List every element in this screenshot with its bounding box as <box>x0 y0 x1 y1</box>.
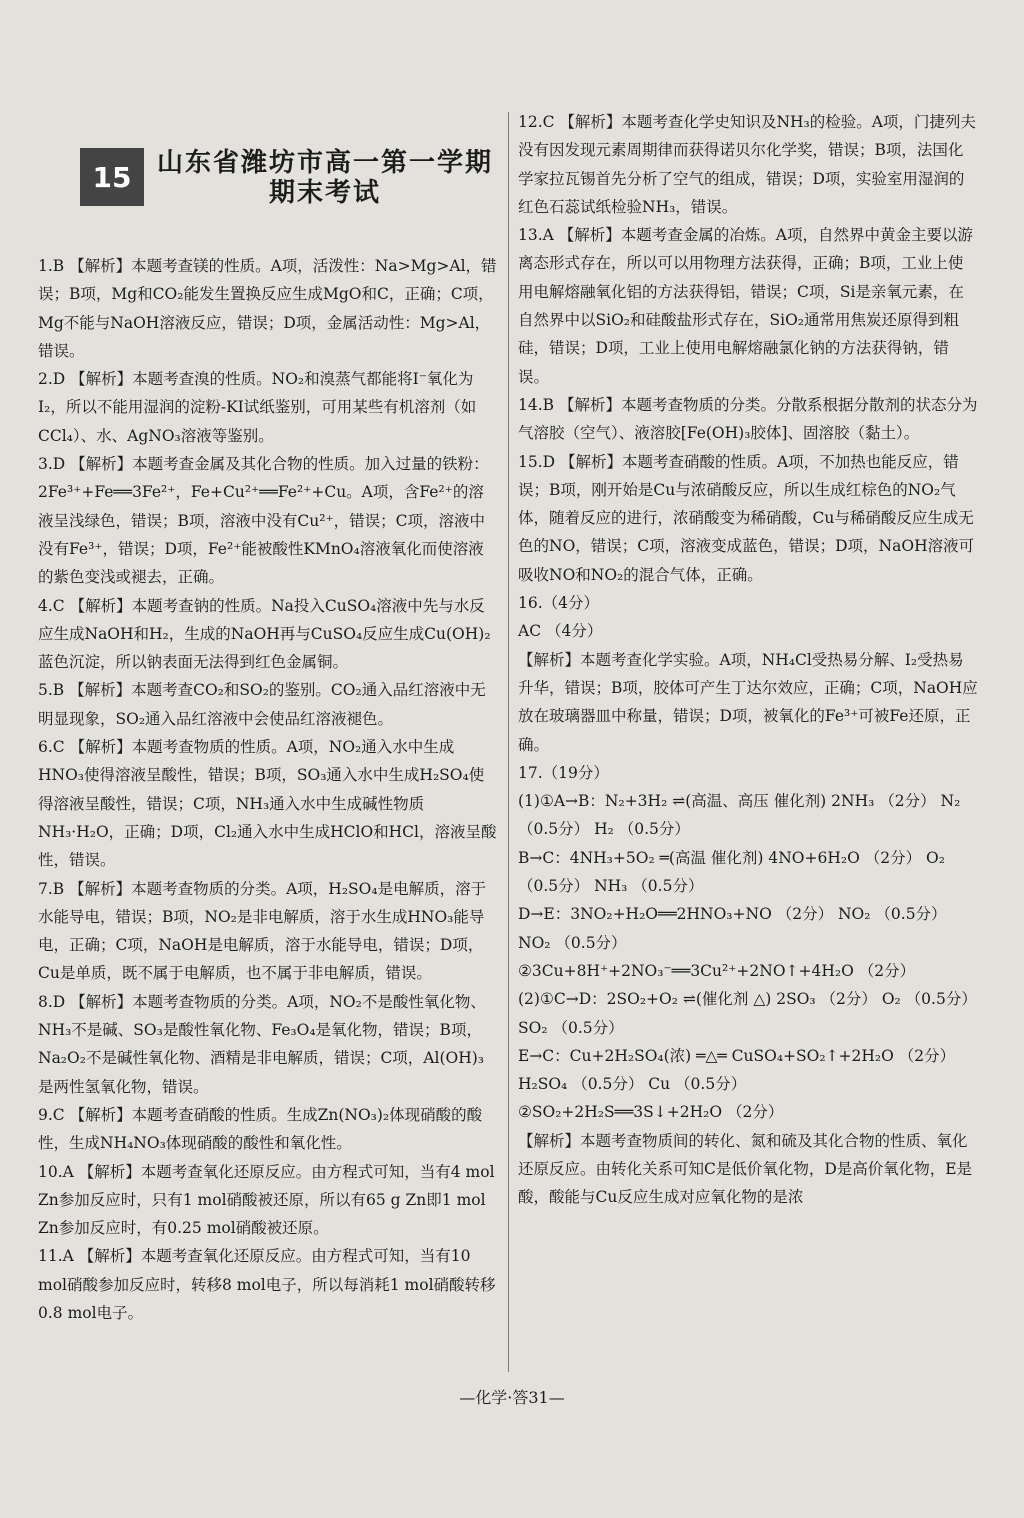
section-header <box>80 148 500 208</box>
title-line-2: 期末考试 <box>268 178 381 208</box>
equation-line: D→E：3NO₂+H₂O══2HNO₃+NO （2分） NO₂ （0.5分） NO₂ （0.5分） <box>518 905 947 952</box>
answer-item: AC （4分） <box>518 622 603 641</box>
answer-item: 1.B 【解析】本题考查镁的性质。A项，活泼性：Na>Mg>Al，错误；B项，Mg和CO₂能发生置换反应生成MgO和C，正确；C项，Mg不能与NaOH溶液反应，错误；D项，金属活动性：Mg>Al，错误。 <box>38 257 497 360</box>
answer-item: 4.C 【解析】本题考查钠的性质。Na投入CuSO₄溶液中先与水反应生成NaOH和H₂，生成的NaOH再与CuSO₄反应生成Cu(OH)₂蓝色沉淀，所以钠表面无法得到红色金属铜。 <box>38 596 491 672</box>
answer-item: 16.（4分） <box>518 594 600 613</box>
answer-item: 8.D 【解析】本题考查物质的分类。A项，NO₂不是酸性氧化物、NH₃不是碱、SO₃是酸性氧化物、Fe₃O₄是氧化物，错误；B项，Na₂O₂不是碱性氧化物、酒精是非电解质，错误；C项，Al(OH)₃是两性氢氧化物，错误。 <box>38 992 486 1096</box>
answer-item: 3.D 【解析】本题考查金属及其化合物的性质。加入过量的铁粉：2Fe³⁺+Fe══3Fe²⁺，Fe+Cu²⁺══Fe²⁺+Cu。A项，含Fe²⁺的溶液呈浅绿色，错误；B项，溶液中没有Cu²⁺，错误；C项，溶液中没有Fe³⁺，错误；D项，Fe²⁺能被酸性KMnO₄溶液氧化而使溶液的紫色变浅或褪去，正确。 <box>38 455 489 587</box>
answer-item: 13.A 【解析】本题考查金属的冶炼。A项，自然界中黄金主要以游离态形式存在，所以可以用物理方法获得，正确；B项，工业上使用电解熔融氧化铝的方法获得铝，错误；C项，Si是亲氧元素，在自然界中以SiO₂和硅酸盐形式存在，SiO₂通常用焦炭还原得到粗硅，错误；D项，工业上使用电解熔融氯化钠的方法获得钠，错误。 <box>518 226 973 386</box>
left-column <box>38 252 498 1327</box>
equation-line: ②3Cu+8H⁺+2NO₃⁻══3Cu²⁺+2NO↑+4H₂O （2分） <box>518 961 916 980</box>
page-footer: —化学·答31— <box>459 1388 565 1407</box>
answer-item: 12.C 【解析】本题考查化学史知识及NH₃的检验。A项，门捷列夫没有因发现元素周期律而获得诺贝尔化学奖，错误；B项，法国化学家拉瓦锡首先分析了空气的组成，错误；D项，实验室用湿润的红色石蕊试纸检验NH₃，错误。 <box>518 113 976 216</box>
equation-line: E→C：Cu+2H₂SO₄(浓) ═△═ CuSO₄+SO₂↑+2H₂O （2分） H₂SO₄ （0.5分） Cu （0.5分） <box>518 1046 956 1094</box>
answer-item: 14.B 【解析】本题考查物质的分类。分散系根据分散剂的状态分为气溶胶（空气）、液溶胶[Fe(OH)₃胶体]、固溶胶（黏土）。 <box>518 395 978 443</box>
answer-item: 15.D 【解析】本题考查硝酸的性质。A项，不加热也能反应，错误；B项，刚开始是Cu与浓硝酸反应，所以生成红棕色的NO₂气体，随着反应的进行，浓硝酸变为稀硝酸，Cu与稀硝酸反应生成无色的NO，错误；C项，溶液变成蓝色，错误；D项，NaOH溶液可吸收NO和NO₂的混合气体，正确。 <box>518 452 975 584</box>
answer-item: 【解析】本题考查物质间的转化、氮和硫及其化合物的性质、氧化还原反应。由转化关系可知C是低价氧化物，D是高价氧化物，E是酸，酸能与Cu反应生成对应氧化物的是浓 <box>518 1131 973 1207</box>
answer-item: 17.（19分） <box>518 763 609 782</box>
column-divider <box>508 112 509 1372</box>
answer-item: 6.C 【解析】本题考查物质的性质。A项，NO₂通入水中生成HNO₃使得溶液呈酸性，错误；B项，SO₃通入水中生成H₂SO₄使得溶液呈酸性，错误；C项，NH₃通入水中生成碱性物质NH₃·H₂O，正确；D项，Cl₂通入水中生成HClO和HCl，溶液呈酸性，错误。 <box>38 738 497 870</box>
answer-item: 9.C 【解析】本题考查硝酸的性质。生成Zn(NO₃)₂体现硝酸的酸性，生成NH₄NO₃体现硝酸的酸性和氧化性。 <box>38 1105 483 1153</box>
equation-line: B→C：4NH₃+5O₂ ═(高温 催化剂) 4NO+6H₂O （2分） O₂ （0.5分） NH₃ （0.5分） <box>518 848 945 896</box>
answer-item: 2.D 【解析】本题考查溴的性质。NO₂和溴蒸气都能将I⁻氧化为I₂，所以不能用湿润的淀粉-KI试纸鉴别，可用某些有机溶剂（如CCl₄）、水、AgNO₃溶液等鉴别。 <box>38 370 477 445</box>
answer-item: 5.B 【解析】本题考查CO₂和SO₂的鉴别。CO₂通入品红溶液中无明显现象，SO₂通入品红溶液中会使品红溶液褪色。 <box>38 681 486 728</box>
equation-line: ②SO₂+2H₂S══3S↓+2H₂O （2分） <box>518 1103 784 1122</box>
section-number-badge: 15 <box>80 148 144 206</box>
equation-line: (1)①A→B：N₂+3H₂ ⇌(高温、高压 催化剂) 2NH₃ （2分） N₂ （0.5分） H₂ （0.5分） <box>518 792 961 839</box>
answer-item: 11.A 【解析】本题考查氧化还原反应。由方程式可知，当有10 mol硝酸参加反应时，转移8 mol电子，所以每消耗1 mol硝酸转移0.8 mol电子。 <box>38 1247 496 1322</box>
equation-line: (2)①C→D：2SO₂+O₂ ⇌(催化剂 △) 2SO₃ （2分） O₂ （0.5分） SO₂ （0.5分） <box>518 990 977 1037</box>
title-line-1: 山东省潍坊市高一第一学期 <box>156 148 493 178</box>
section-title <box>150 148 500 208</box>
answer-item: 【解析】本题考查化学实验。A项，NH₄Cl受热易分解、I₂受热易升华，错误；B项，胶体可产生丁达尔效应，正确；C项，NaOH应放在玻璃器皿中称量，错误；D项，被氧化的Fe³⁺可被Fe还原，正确。 <box>518 650 978 754</box>
right-column <box>518 108 978 1212</box>
answer-item: 10.A 【解析】本题考查氧化还原反应。由方程式可知，当有4 mol Zn参加反应时，只有1 mol硝酸被还原，所以有65 g Zn即1 mol Zn参加反应时，有0.25 mol硝酸被还原。 <box>38 1162 495 1238</box>
answer-item: 7.B 【解析】本题考查物质的分类。A项，H₂SO₄是电解质，溶于水能导电，错误；B项，NO₂是非电解质，溶于水生成HNO₃能导电，正确；C项，NaOH是电解质，溶于水能导电，错误；D项，Cu是单质，既不属于电解质，也不属于非电解质，错误。 <box>38 879 487 983</box>
